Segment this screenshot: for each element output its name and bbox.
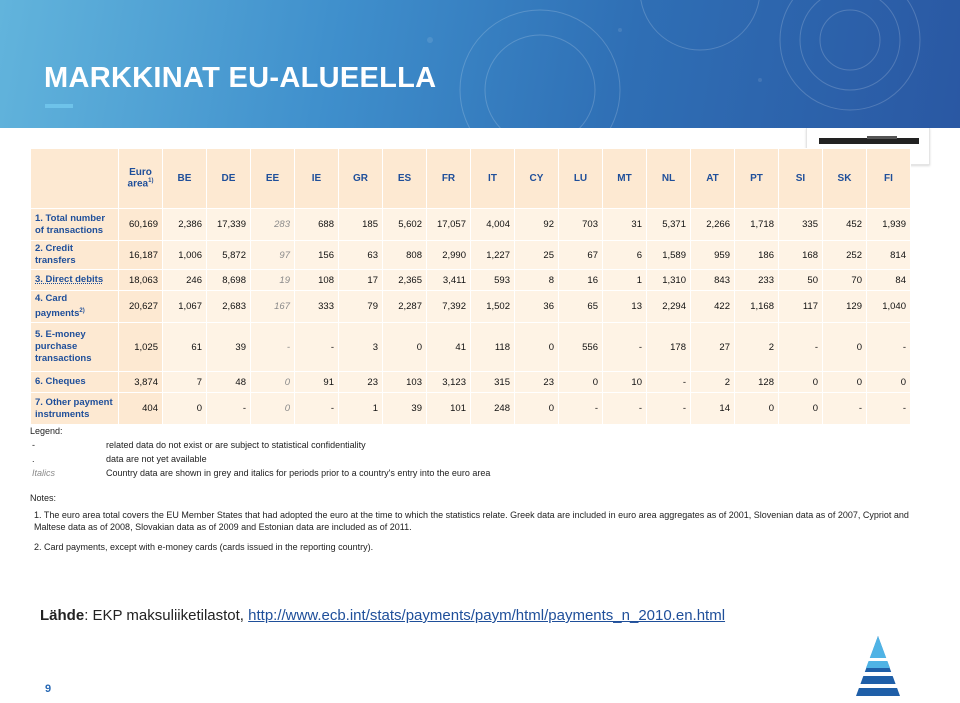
source-text: : EKP maksuliiketilastot, bbox=[84, 607, 249, 624]
table-cell: 0 bbox=[559, 372, 603, 393]
table-cell: 1 bbox=[339, 393, 383, 425]
table-row bbox=[31, 323, 911, 372]
header-country: IE bbox=[295, 149, 339, 209]
company-logo-icon bbox=[852, 634, 904, 703]
header-country: CY bbox=[515, 149, 559, 209]
table-cell: 5,602 bbox=[383, 209, 427, 241]
header-country: IT bbox=[471, 149, 515, 209]
table-cell: 84 bbox=[867, 270, 911, 291]
table-cell: 1,006 bbox=[163, 241, 207, 270]
table-cell: 3,411 bbox=[427, 270, 471, 291]
header-country: PT bbox=[735, 149, 779, 209]
table-cell: 843 bbox=[691, 270, 735, 291]
table-cell: 23 bbox=[339, 372, 383, 393]
table-cell: 16,187 bbox=[119, 241, 163, 270]
table-cell: 0 bbox=[867, 372, 911, 393]
legend-item: - related data do not exist or are subject to statistical confidentiality bbox=[32, 440, 366, 450]
table-cell: 1,310 bbox=[647, 270, 691, 291]
table-cell: - bbox=[779, 323, 823, 372]
row-label: 1. Total number of transactions bbox=[31, 209, 119, 241]
table-cell: 19 bbox=[251, 270, 295, 291]
table-cell: 128 bbox=[735, 372, 779, 393]
table-cell: - bbox=[603, 323, 647, 372]
header-country: SK bbox=[823, 149, 867, 209]
table-cell: 186 bbox=[735, 241, 779, 270]
table-cell: 167 bbox=[251, 291, 295, 323]
table-cell: - bbox=[867, 393, 911, 425]
table-cell: 233 bbox=[735, 270, 779, 291]
table-cell: 2,386 bbox=[163, 209, 207, 241]
legend-item: Italics Country data are shown in grey and italics for periods prior to a country's entry into the euro area bbox=[32, 468, 491, 478]
row-label: 4. Card payments$^{2)}$ bbox=[31, 291, 119, 323]
table-cell: 3,874 bbox=[119, 372, 163, 393]
table-cell: - bbox=[295, 323, 339, 372]
table-cell: 0 bbox=[735, 393, 779, 425]
table-cell: 7 bbox=[163, 372, 207, 393]
payments-table bbox=[30, 148, 911, 425]
table-cell: 5,872 bbox=[207, 241, 251, 270]
table-cell: 61 bbox=[163, 323, 207, 372]
table-row bbox=[31, 291, 911, 323]
table-cell: 48 bbox=[207, 372, 251, 393]
table-cell: 91 bbox=[295, 372, 339, 393]
source-citation bbox=[40, 607, 725, 624]
table-cell: 1,227 bbox=[471, 241, 515, 270]
table-cell: 5,371 bbox=[647, 209, 691, 241]
slide-title: MARKKINAT EU-ALUEELLA bbox=[44, 62, 437, 94]
table-cell: 2 bbox=[691, 372, 735, 393]
table-cell: 1,067 bbox=[163, 291, 207, 323]
header-country: EE bbox=[251, 149, 295, 209]
header-country: SI bbox=[779, 149, 823, 209]
table-cell: - bbox=[647, 372, 691, 393]
table-cell: 129 bbox=[823, 291, 867, 323]
table-cell: 2,683 bbox=[207, 291, 251, 323]
header-country: FI bbox=[867, 149, 911, 209]
header-blank-cell bbox=[31, 149, 119, 209]
header-country: NL bbox=[647, 149, 691, 209]
table-cell: 14 bbox=[691, 393, 735, 425]
table-cell: 185 bbox=[339, 209, 383, 241]
table-cell: 1,718 bbox=[735, 209, 779, 241]
table-cell: 7,392 bbox=[427, 291, 471, 323]
header-country: ES bbox=[383, 149, 427, 209]
table-cell: 39 bbox=[383, 393, 427, 425]
table-cell: 18,063 bbox=[119, 270, 163, 291]
table-cell: 118 bbox=[471, 323, 515, 372]
table-cell: 8,698 bbox=[207, 270, 251, 291]
table-cell: 252 bbox=[823, 241, 867, 270]
table-cell: 452 bbox=[823, 209, 867, 241]
table-cell: 1,168 bbox=[735, 291, 779, 323]
table-cell: 20,627 bbox=[119, 291, 163, 323]
table-cell: 65 bbox=[559, 291, 603, 323]
table-cell: 0 bbox=[515, 323, 559, 372]
table-cell: - bbox=[603, 393, 647, 425]
header-country: LU bbox=[559, 149, 603, 209]
table-cell: 27 bbox=[691, 323, 735, 372]
table-cell: 67 bbox=[559, 241, 603, 270]
table-body bbox=[31, 209, 911, 425]
table-cell: 959 bbox=[691, 241, 735, 270]
slide-header-banner bbox=[0, 0, 960, 128]
row-label: 3. Direct debits bbox=[31, 270, 119, 291]
header-country: FR bbox=[427, 149, 471, 209]
table-cell: 0 bbox=[163, 393, 207, 425]
table-cell: - bbox=[647, 393, 691, 425]
source-link[interactable]: http://www.ecb.int/stats/payments/paym/html/payments_n_2010.en.html bbox=[248, 607, 726, 624]
table-cell: 248 bbox=[471, 393, 515, 425]
table-cell: 703 bbox=[559, 209, 603, 241]
table-cell: 0 bbox=[515, 393, 559, 425]
table-cell: - bbox=[559, 393, 603, 425]
table-cell: 25 bbox=[515, 241, 559, 270]
table-cell: 688 bbox=[295, 209, 339, 241]
note-item: 1. The euro area total covers the EU Member States that had adopted the euro at the time to which the statistics relate. Greek data are included in euro area aggregates as of 2001, Slovenian data as of 2007, Cypriot and Maltese data as of 2008, Slovakian data as of 2009 and Estonian data are included as of 2011. bbox=[34, 510, 909, 532]
table-cell: 168 bbox=[779, 241, 823, 270]
table-cell: 0 bbox=[251, 393, 295, 425]
table-header-row bbox=[31, 149, 911, 209]
table-cell: 1,589 bbox=[647, 241, 691, 270]
table-cell: 1,502 bbox=[471, 291, 515, 323]
table-cell: 3,123 bbox=[427, 372, 471, 393]
table-cell: 814 bbox=[867, 241, 911, 270]
row-label: 6. Cheques bbox=[31, 372, 119, 393]
table-row bbox=[31, 209, 911, 241]
legend-item: . data are not yet available bbox=[32, 454, 207, 464]
table-cell: 97 bbox=[251, 241, 295, 270]
table-cell: 23 bbox=[515, 372, 559, 393]
table-cell: 36 bbox=[515, 291, 559, 323]
table-cell: 4,004 bbox=[471, 209, 515, 241]
table-cell: 16 bbox=[559, 270, 603, 291]
table-cell: 50 bbox=[779, 270, 823, 291]
table-cell: 60,169 bbox=[119, 209, 163, 241]
title-accent-bar bbox=[45, 104, 73, 108]
table-cell: 156 bbox=[295, 241, 339, 270]
table-cell: 2,287 bbox=[383, 291, 427, 323]
header-country: MT bbox=[603, 149, 647, 209]
row-label: 7. Other payment instruments bbox=[31, 393, 119, 425]
table-cell: 2,365 bbox=[383, 270, 427, 291]
table-cell: 404 bbox=[119, 393, 163, 425]
table-cell: 556 bbox=[559, 323, 603, 372]
table-cell: 335 bbox=[779, 209, 823, 241]
table-cell: - bbox=[295, 393, 339, 425]
table-cell: 0 bbox=[823, 372, 867, 393]
table-row bbox=[31, 393, 911, 425]
row-label: 5. E-money purchase transactions bbox=[31, 323, 119, 372]
table-cell: 0 bbox=[779, 372, 823, 393]
table-cell: 246 bbox=[163, 270, 207, 291]
table-cell: 0 bbox=[251, 372, 295, 393]
table-cell: 808 bbox=[383, 241, 427, 270]
table-cell: 3 bbox=[339, 323, 383, 372]
table-cell: 79 bbox=[339, 291, 383, 323]
table-cell: 92 bbox=[515, 209, 559, 241]
header-euro-area: Euro area$^{1)}$ bbox=[119, 149, 163, 209]
source-label: Lähde bbox=[40, 607, 85, 624]
table-cell: 1,040 bbox=[867, 291, 911, 323]
note-item: 2. Card payments, except with e-money cards (cards issued in the reporting country). bbox=[34, 542, 374, 552]
table-cell: 8 bbox=[515, 270, 559, 291]
row-label: 2. Credit transfers bbox=[31, 241, 119, 270]
table-cell: 103 bbox=[383, 372, 427, 393]
header-country: BE bbox=[163, 149, 207, 209]
table-cell: 13 bbox=[603, 291, 647, 323]
table-cell: 422 bbox=[691, 291, 735, 323]
table-row bbox=[31, 270, 911, 291]
table-cell: 315 bbox=[471, 372, 515, 393]
table-cell: 6 bbox=[603, 241, 647, 270]
table-cell: 0 bbox=[823, 323, 867, 372]
page-number: 9 bbox=[45, 683, 52, 695]
table-cell: 63 bbox=[339, 241, 383, 270]
table-cell: 0 bbox=[383, 323, 427, 372]
table-cell: 2 bbox=[735, 323, 779, 372]
table-cell: 1,025 bbox=[119, 323, 163, 372]
table-cell: 593 bbox=[471, 270, 515, 291]
table-cell: 10 bbox=[603, 372, 647, 393]
table-row bbox=[31, 241, 911, 270]
table-cell: 70 bbox=[823, 270, 867, 291]
table-cell: 17,057 bbox=[427, 209, 471, 241]
table-cell: 283 bbox=[251, 209, 295, 241]
table-cell: 17,339 bbox=[207, 209, 251, 241]
table-cell: 39 bbox=[207, 323, 251, 372]
table-cell: 117 bbox=[779, 291, 823, 323]
table-cell: 2,294 bbox=[647, 291, 691, 323]
table-cell: 333 bbox=[295, 291, 339, 323]
table-cell: 178 bbox=[647, 323, 691, 372]
table-cell: 1 bbox=[603, 270, 647, 291]
table-cell: 108 bbox=[295, 270, 339, 291]
header-country: GR bbox=[339, 149, 383, 209]
header-country: AT bbox=[691, 149, 735, 209]
table-cell: 17 bbox=[339, 270, 383, 291]
table-cell: - bbox=[207, 393, 251, 425]
table-cell: 101 bbox=[427, 393, 471, 425]
table-cell: - bbox=[823, 393, 867, 425]
table-cell: 31 bbox=[603, 209, 647, 241]
table-cell: 1,939 bbox=[867, 209, 911, 241]
legend-title: Legend: bbox=[30, 426, 63, 436]
table-cell: 2,990 bbox=[427, 241, 471, 270]
table-cell: 0 bbox=[779, 393, 823, 425]
table-cell: - bbox=[867, 323, 911, 372]
table-cell: 2,266 bbox=[691, 209, 735, 241]
notes bbox=[30, 492, 920, 552]
table-row bbox=[31, 372, 911, 393]
header-country: DE bbox=[207, 149, 251, 209]
table-cell: - bbox=[251, 323, 295, 372]
notes-title: Notes: bbox=[30, 493, 57, 503]
table-cell: 41 bbox=[427, 323, 471, 372]
